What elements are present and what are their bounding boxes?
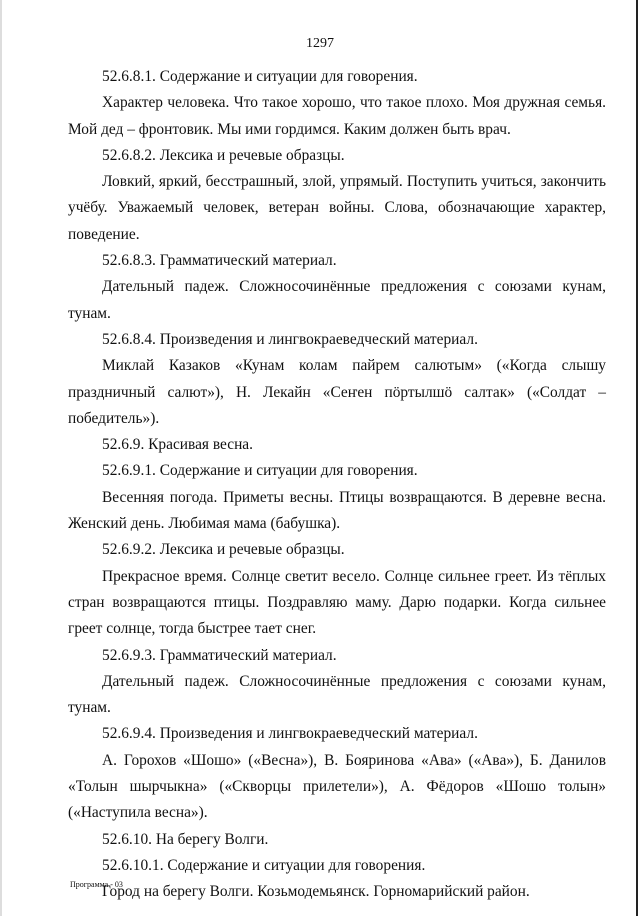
scan-edge-left: [0, 0, 2, 916]
section-heading: 52.6.8.2. Лексика и речевые образцы.: [102, 146, 345, 164]
section-heading: 52.6.9.2. Лексика и речевые образцы.: [102, 541, 345, 559]
section-heading: 52.6.9.4. Произведения и лингвокраеведческий материал.: [102, 725, 478, 743]
section-heading: 52.6.10. На берегу Волги.: [102, 830, 269, 848]
section-heading: 52.6.8.3. Грамматический материал.: [102, 252, 337, 270]
section-heading: 52.6.9. Красивая весна.: [102, 436, 253, 454]
footer-label: Программа - 03: [70, 880, 123, 889]
paragraph: Миклай Казаков «Кунам колам пайрем салютым» («Когда слышу праздничный салют»), Н. Лекайн «Сеҥен пӧртылшӧ салтак» («Солдат – победитель»).: [68, 357, 606, 427]
page-number: 1297: [306, 36, 334, 51]
paragraph: Ловкий, яркий, бесстрашный, злой, упрямый. Поступить учиться, закончить учёбу. Уважаемый человек, ветеран войны. Слова, обозначающие характер, поведение.: [68, 173, 606, 243]
paragraph: А. Горохов «Шошо» («Весна»), В. Бояринова «Ава» («Ава»), Б. Данилов «Толын шырчыкна» («Скворцы прилетели»), А. Фёдоров «Шошо толын» («Наступила весна»).: [68, 751, 606, 822]
paragraph: Дательный падеж. Сложносочинённые предложения с союзами кунам, тунам.: [68, 672, 606, 717]
section-heading: 52.6.8.1. Содержание и ситуации для говорения.: [102, 68, 418, 85]
paragraph: Характер человека. Что такое хорошо, что такое плохо. Моя дружная семья. Мой дед – фронтовик. Мы ими гордимся. Каким должен быть врач.: [68, 94, 606, 138]
section-heading: 52.6.9.3. Грамматический материал.: [102, 646, 337, 664]
paragraph: Прекрасное время. Солнце светит весело. Солнце сильнее греет. Из тёплых стран возвращаются птицы. Поздравляю маму. Дарю подарки. Когда сильнее греет солнце, тогда быстрее тает снег.: [68, 567, 606, 638]
section-heading: 52.6.8.4. Произведения и лингвокраеведческий материал.: [102, 330, 478, 348]
section-heading: 52.6.10.1. Содержание и ситуации для говорения.: [102, 856, 426, 874]
scan-edge-right: [636, 0, 638, 916]
document-body: [68, 64, 606, 906]
paragraph: Дательный падеж. Сложносочинённые предложения с союзами кунам, тунам.: [68, 278, 606, 322]
paragraph: Город на берегу Волги. Козьмодемьянск. Горномарийский район.: [102, 883, 530, 901]
paragraph: Весенняя погода. Приметы весны. Птицы возвращаются. В деревне весна. Женский день. Любимая мама (бабушка).: [68, 488, 606, 533]
section-heading: 52.6.9.1. Содержание и ситуации для говорения.: [102, 462, 418, 480]
